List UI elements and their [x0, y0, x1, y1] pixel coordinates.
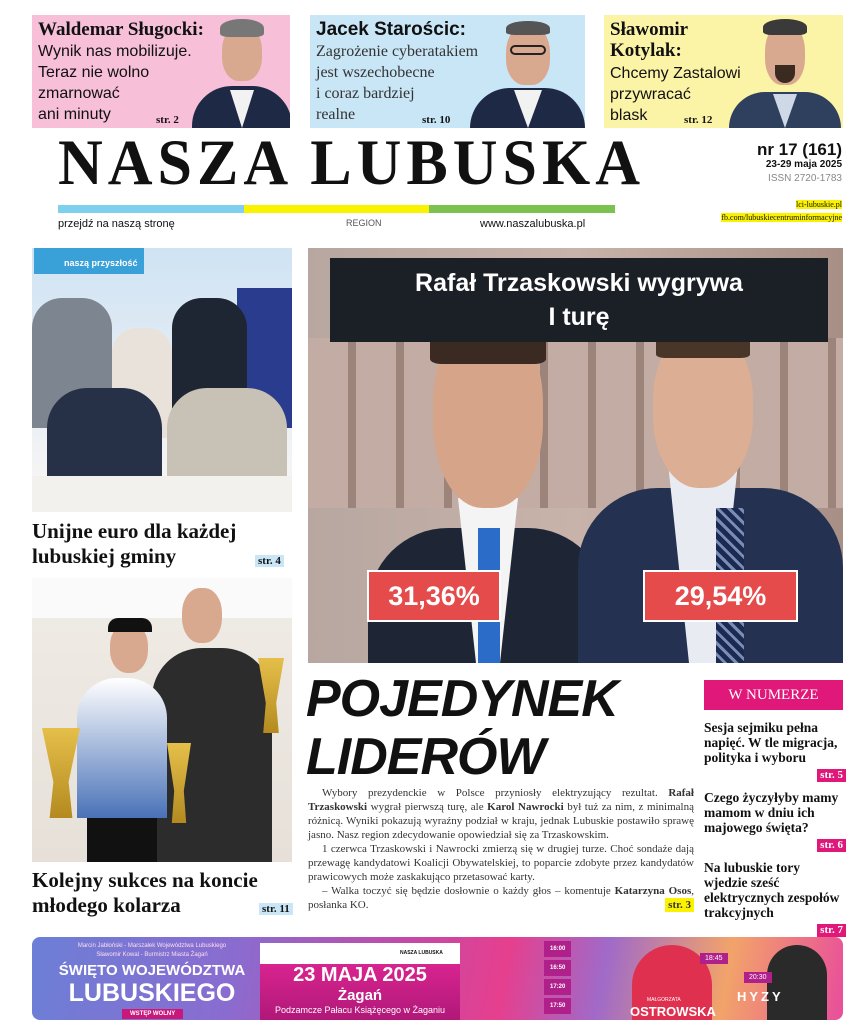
page-ref: str. 2 [156, 114, 179, 126]
teaser-text: Chcemy Zastalowi przywracać blask [610, 65, 741, 124]
portrait-photo [729, 15, 841, 128]
banner-text: naszą przyszłość [34, 248, 144, 274]
main-headline[interactable]: POJEDYNEK LIDERÓW [306, 670, 618, 786]
portrait-photo [192, 15, 290, 128]
site-url[interactable]: www.naszalubuska.pl [480, 218, 586, 230]
artist-hyzy-photo [767, 945, 827, 1020]
ad-schedule: 16:00 16:50 17:20 17:50 [544, 941, 571, 1014]
ad-artist-1b: OSTROWSKA [630, 1004, 716, 1019]
in-issue-list [704, 720, 846, 945]
in-issue-item[interactable]: Na lubuskie tory wjedzie sześć elektrycznych zespołów trakcyjnych [704, 860, 840, 920]
main-article-body: Wybory prezydenckie w Polsce przyniosły elektryzujący rezultat. Rafał Trzaskowski wygrał pierwszą turę, ale Karol Nawrocki był tuż za nim, z minimalną różnicą. Wyniki pokazują wyraźny podział w kraju, jednak Lubuskie postawiło sprawę jasno. Nasz region zdecydowanie opowiedział się za Trzaskowskim. 1 czerwca Trzaskowski i Nawrocki zmierzą się w drugiej turze. Choć sondaże dają przewagę kandydatowi Koalicji Obywatelskiej, to poparcie zdobyte przez kandydatów prawicowych może zaskakująco przetasować karty. – Walka toczyć się będzie dosłownie o każdy głos – komentuje Katarzyna Osos, posłanka KO. str. 3 [308, 787, 694, 911]
website-link[interactable]: lci-lubuskie.pl [796, 200, 842, 209]
page-ref: str. 6 [817, 839, 846, 852]
issn: ISSN 2720-1783 [768, 173, 842, 184]
teaser-text: Wynik nas mobilizuje. Teraz nie wolno zmarnować ani minuty [38, 43, 192, 123]
in-issue-entry [704, 790, 846, 852]
cyclist-photo [32, 578, 292, 862]
ad-free-entry: WSTĘP WOLNY [122, 1009, 183, 1019]
page-ref: str. 12 [684, 114, 713, 126]
page-ref: str. 4 [255, 555, 284, 567]
main-photo-title: Rafał Trzaskowski wygrywa I turę [330, 258, 828, 342]
ad-date: 23 MAJA 2025 [293, 964, 427, 986]
color-bar [58, 205, 615, 213]
teaser-staroscic[interactable] [310, 15, 585, 128]
signing-photo [32, 248, 292, 512]
teaser-text: Zagrożenie cyberatakiem jest wszechobecne i coraz bardziej realne [316, 43, 479, 123]
event-ad-banner[interactable] [32, 937, 843, 1020]
story-headline[interactable]: Kolejny sukces na koncie młodego kolarza [32, 868, 258, 917]
ad-artist-2: HYZY [737, 989, 784, 1004]
in-issue-item[interactable]: Czego życzyłyby mamy mamom w dniu ich majowego święta? [704, 790, 839, 835]
in-issue-header: W NUMERZE [704, 680, 843, 710]
facebook-link[interactable]: fb.com/lubuskiecentruminformacyjne [721, 213, 842, 222]
ad-sponsor-logos: NASZA LUBUSKA [260, 943, 460, 964]
issue-date: 23-29 maja 2025 [765, 159, 842, 170]
issue-number: nr 17 (161) [756, 140, 842, 159]
visit-site-text: przejdź na naszą stronę [58, 218, 175, 230]
ad-title-1: ŚWIĘTO WOJEWÓDZTWA [58, 962, 246, 979]
in-issue-entry [704, 860, 846, 937]
in-issue-item[interactable]: Sesja sejmiku pełna napięć. W tle migracja, polityka i wyboru [704, 720, 838, 765]
in-issue-entry [704, 720, 846, 782]
portrait-photo [470, 15, 585, 128]
ad-time-1: 18:45 [700, 953, 728, 964]
teaser-name: Jacek Starościc: [316, 19, 466, 40]
ad-artist-1a: MAŁGORZATA [647, 997, 681, 1003]
page-ref: str. 10 [422, 114, 451, 126]
page-ref: str. 7 [817, 924, 846, 937]
region-label: REGION [346, 218, 382, 228]
trzaskowski-percentage: 31,36% [367, 570, 501, 622]
page-ref: str. 11 [259, 903, 293, 915]
page-ref: str. 5 [817, 769, 846, 782]
nawrocki-percentage: 29,54% [643, 570, 798, 622]
ad-organizer-2: Sławomir Kowal - Burmistrz Miasta Żagań [96, 952, 208, 958]
teaser-slugocki[interactable] [32, 15, 290, 128]
teaser-kotylak[interactable] [604, 15, 843, 128]
ad-time-2: 20:30 [744, 972, 772, 983]
teaser-name: Sławomir Kotylak: [610, 19, 689, 61]
ad-city: Żagań [337, 987, 383, 1004]
ad-title-2: LUBUSKIEGO [68, 979, 236, 1007]
page-ref: str. 3 [665, 898, 694, 912]
story-headline[interactable]: Unijne euro dla każdej lubuskiej gminy [32, 519, 237, 568]
ad-venue: Podzamcze Pałacu Książęcego w Żaganiu [274, 1005, 446, 1015]
ad-organizer-1: Marcin Jabłoński - Marszałek Województwa Lubuskiego [77, 943, 227, 949]
teaser-name: Waldemar Sługocki: [38, 19, 204, 40]
newspaper-title: NASZA LUBUSKA [58, 127, 645, 199]
